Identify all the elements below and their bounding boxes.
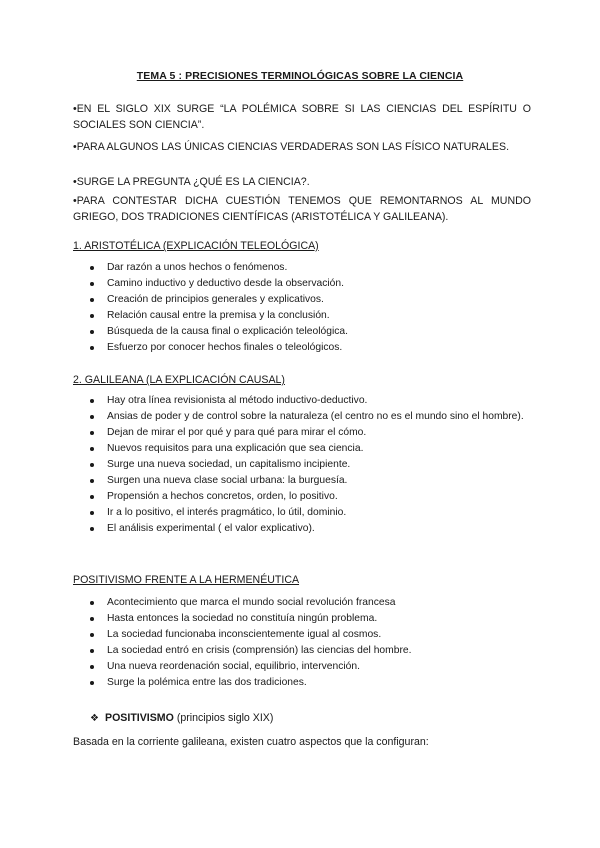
bullet-icon (90, 346, 94, 350)
bullet-icon (90, 633, 94, 637)
list-item: Esfuerzo por conocer hechos finales o teleológicos. (90, 340, 530, 356)
bullet-icon (90, 527, 94, 531)
diamond-bullet-icon: ❖ (90, 713, 99, 724)
bullet-icon (90, 330, 94, 334)
section-heading-positivismo-hermeneutica: POSITIVISMO FRENTE A LA HERMENÉUTICA (73, 574, 300, 586)
bullet-icon (90, 431, 94, 435)
list-item: La sociedad funcionaba inconscientemente igual al cosmos. (90, 627, 530, 643)
bullet-icon (90, 649, 94, 653)
list-item: Propensión a hechos concretos, orden, lo positivo. (90, 489, 530, 505)
bullet-icon (90, 399, 94, 403)
list-item: Dejan de mirar el por qué y para qué para mirar el cómo. (90, 425, 530, 441)
section-heading-aristotelica: 1. ARISTOTÉLICA (EXPLICACIÓN TELEOLÓGICA) (73, 240, 319, 252)
galileana-list (90, 393, 530, 537)
bullet-icon (90, 601, 94, 605)
list-item: Surge la polémica entre las dos tradiciones. (90, 675, 530, 691)
bullet-icon (90, 681, 94, 685)
intro-paragraph-4: •PARA CONTESTAR DICHA CUESTIÓN TENEMOS QUE REMONTARNOS AL MUNDO GRIEGO, DOS TRADICIONES CIENTÍFICAS (ARISTOTÉLICA Y GALILEANA). (73, 195, 531, 223)
list-item: Acontecimiento que marca el mundo social revolución francesa (90, 595, 530, 611)
intro-paragraph-2: •PARA ALGUNOS LAS ÚNICAS CIENCIAS VERDADERAS SON LAS FÍSICO NATURALES. (73, 141, 510, 153)
list-item: El análisis experimental ( el valor explicativo). (90, 521, 530, 537)
list-item: Surge una nueva sociedad, un capitalismo incipiente. (90, 457, 530, 473)
bullet-icon (90, 495, 94, 499)
document-title: TEMA 5 : PRECISIONES TERMINOLÓGICAS SOBRE LA CIENCIA (136, 70, 464, 82)
bullet-icon (90, 314, 94, 318)
intro-paragraph-1: •EN EL SIGLO XIX SURGE “LA POLÉMICA SOBRE SI LAS CIENCIAS DEL ESPÍRITU O SOCIALES SON CIENCIA”. (73, 103, 531, 131)
positivismo-hermeneutica-list (90, 595, 530, 691)
positivismo-heading (90, 712, 273, 724)
bullet-icon (90, 415, 94, 419)
list-item: Creación de principios generales y explicativos. (90, 292, 530, 308)
section-heading-galileana: 2. GALILEANA (LA EXPLICACIÓN CAUSAL) (73, 374, 285, 386)
aristotelica-list (90, 260, 530, 356)
bullet-icon (90, 479, 94, 483)
list-item: Búsqueda de la causa final o explicación teleológica. (90, 324, 530, 340)
list-item: La sociedad entró en crisis (comprensión) las ciencias del hombre. (90, 643, 530, 659)
list-item: Camino inductivo y deductivo desde la observación. (90, 276, 530, 292)
bullet-icon (90, 447, 94, 451)
intro-paragraph-3: •SURGE LA PREGUNTA ¿QUÉ ES LA CIENCIA?. (73, 176, 310, 188)
bullet-icon (90, 617, 94, 621)
list-item: Surgen una nueva clase social urbana: la burguesía. (90, 473, 530, 489)
list-item: Dar razón a unos hechos o fenómenos. (90, 260, 530, 276)
bullet-icon (90, 266, 94, 270)
bullet-icon (90, 511, 94, 515)
list-item: Relación causal entre la premisa y la conclusión. (90, 308, 530, 324)
bullet-icon (90, 298, 94, 302)
list-item: Una nueva reordenación social, equilibrio, intervención. (90, 659, 530, 675)
list-item: Hay otra línea revisionista al método inductivo-deductivo. (90, 393, 530, 409)
bullet-icon (90, 282, 94, 286)
closing-paragraph: Basada en la corriente galileana, existen cuatro aspectos que la configuran: (73, 736, 429, 748)
list-item: Hasta entonces la sociedad no constituía ningún problema. (90, 611, 530, 627)
bullet-icon (90, 665, 94, 669)
list-item: Ansias de poder y de control sobre la naturaleza (el centro no es el mundo sino el hombre). (90, 409, 530, 425)
list-item: Nuevos requisitos para una explicación que sea ciencia. (90, 441, 530, 457)
positivismo-label: POSITIVISMO (105, 712, 174, 724)
bullet-icon (90, 463, 94, 467)
list-item: Ir a lo positivo, el interés pragmático, lo útil, dominio. (90, 505, 530, 521)
positivismo-note: (principios siglo XIX) (173, 712, 274, 724)
